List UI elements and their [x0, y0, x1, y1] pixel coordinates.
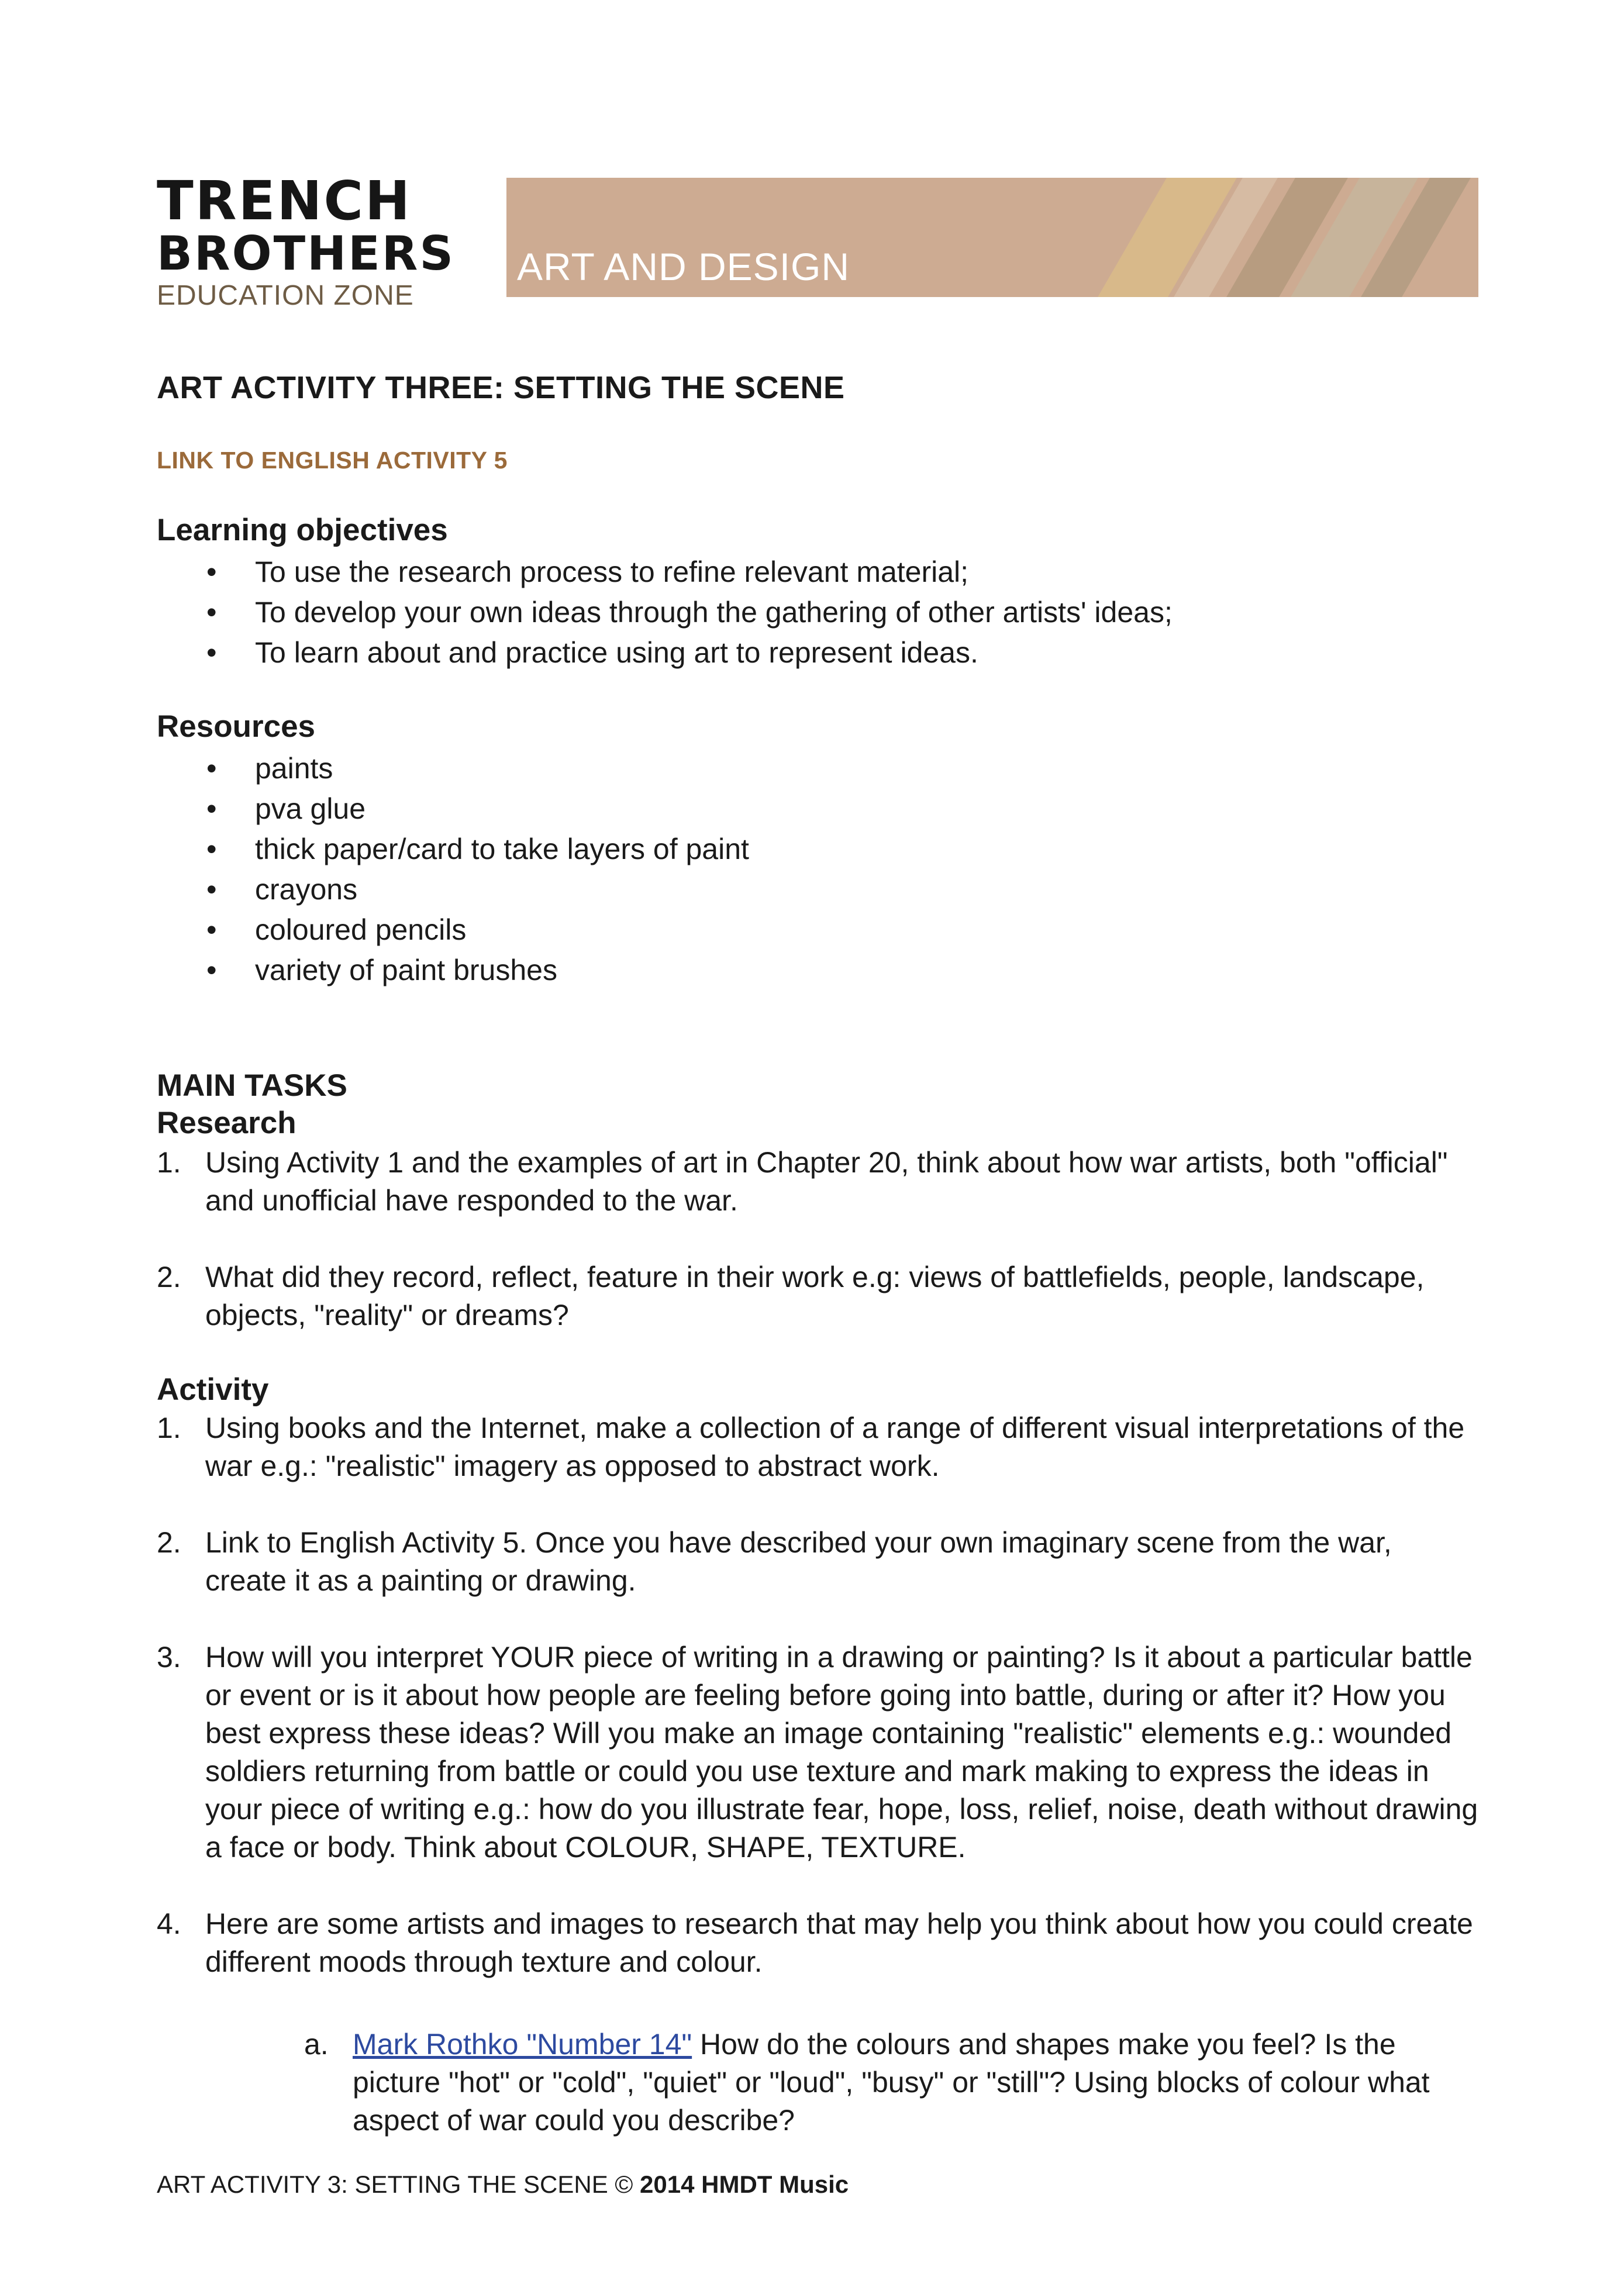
trench-brothers-logo: [157, 170, 455, 311]
bullet-icon: •: [206, 833, 217, 865]
item-text: Link to English Activity 5. Once you have described your own imaginary scene from the war, create it as a painting or drawing.: [205, 1526, 1392, 1597]
page-footer: [157, 2171, 849, 2199]
item-number: 3.: [157, 1641, 181, 1674]
resource-text: thick paper/card to take layers of paint: [255, 833, 749, 865]
resource-text: variety of paint brushes: [255, 954, 557, 986]
list-item: [157, 789, 749, 829]
main-tasks-heading: MAIN TASKS: [157, 1068, 347, 1103]
list-item: [157, 552, 1173, 592]
resource-text: crayons: [255, 873, 358, 906]
header-banner: [506, 178, 1478, 297]
list-item: [157, 592, 1173, 633]
resources-heading: Resources: [157, 709, 316, 744]
list-item: [157, 870, 749, 910]
list-item: [157, 1638, 1478, 1866]
list-item: [157, 950, 749, 991]
resource-text: coloured pencils: [255, 913, 467, 946]
logo-line-2: BROTHERS: [157, 226, 455, 281]
objective-text: To develop your own ideas through the gathering of other artists' ideas;: [255, 596, 1173, 629]
list-item: [157, 748, 749, 789]
item-number: 2.: [157, 1526, 181, 1559]
activity-heading: Activity: [157, 1372, 269, 1407]
list-item: [157, 1144, 1478, 1220]
list-item: [304, 2026, 1480, 2140]
logo-line-3: EDUCATION ZONE: [157, 280, 414, 311]
rothko-link[interactable]: Mark Rothko "Number 14": [353, 2028, 692, 2061]
research-heading: Research: [157, 1106, 296, 1140]
logo-line-1: TRENCH: [157, 170, 412, 232]
objective-text: To use the research process to refine relevant material;: [255, 556, 969, 588]
english-activity-link: LINK TO ENGLISH ACTIVITY 5: [157, 447, 508, 474]
list-item: [157, 1409, 1478, 1485]
list-item: [157, 829, 749, 870]
item-number: 1.: [157, 1412, 181, 1444]
list-item: [157, 1258, 1478, 1334]
item-text: Using books and the Internet, make a collection of a range of different visual interpretations of the war e.g.: "realistic" imagery as opposed to abstract work.: [205, 1412, 1465, 1482]
item-text: How do the colours and shapes make you feel? Is the picture "hot" or "cold", "quiet" or "loud", "busy" or "still"? Using blocks of colour what aspect of war could you describe?: [353, 2028, 1430, 2137]
resources-list: [157, 748, 749, 991]
item-number: 1.: [157, 1146, 181, 1179]
item-text: How will you interpret YOUR piece of writing in a drawing or painting? Is it about a particular battle or event or is it about how people are feeling before going into battle, during or after it? How you best express these ideas? Will you make an image containing "realistic" elements e.g.: wounded soldiers returning from battle or could you use texture and mark making to express the ideas in your piece of writing e.g.: how do you illustrate fear, hope, loss, relief, noise, death without drawing a face or body. Think about COLOUR, SHAPE, TEXTURE.: [205, 1641, 1478, 1864]
list-item: [157, 910, 749, 950]
bullet-icon: •: [206, 596, 217, 629]
objectives-heading: Learning objectives: [157, 513, 448, 547]
bullet-icon: •: [206, 556, 217, 588]
bullet-icon: •: [206, 636, 217, 669]
item-text: What did they record, reflect, feature in their work e.g: views of battlefields, people, landscape, objects, "reality" or dreams?: [205, 1261, 1425, 1331]
footer-copyright: 2014 HMDT Music: [640, 2171, 849, 2198]
artist-list: [304, 2026, 1480, 2140]
list-item: [157, 1524, 1478, 1600]
bullet-icon: •: [206, 873, 217, 906]
objectives-list: [157, 552, 1173, 673]
item-text: Here are some artists and images to research that may help you think about how you could create different moods through texture and colour.: [205, 1907, 1473, 1978]
item-text: Using Activity 1 and the examples of art in Chapter 20, think about how war artists, both "official" and unofficial have responded to the war.: [205, 1146, 1448, 1217]
resource-text: pva glue: [255, 792, 366, 825]
research-list: [157, 1144, 1478, 1334]
bullet-icon: •: [206, 913, 217, 946]
page-title: ART ACTIVITY THREE: SETTING THE SCENE: [157, 370, 845, 405]
item-number: 4.: [157, 1907, 181, 1940]
bullet-icon: •: [206, 752, 217, 785]
resource-text: paints: [255, 752, 333, 785]
banner-title: ART AND DESIGN: [517, 245, 850, 288]
bullet-icon: •: [206, 792, 217, 825]
activity-list: [157, 1409, 1478, 1981]
item-number: 2.: [157, 1261, 181, 1293]
list-item: [157, 1905, 1478, 1981]
bullet-icon: •: [206, 954, 217, 986]
list-item: [157, 633, 1173, 673]
footer-text: ART ACTIVITY 3: SETTING THE SCENE ©: [157, 2171, 640, 2198]
objective-text: To learn about and practice using art to represent ideas.: [255, 636, 978, 669]
item-number: a.: [304, 2028, 329, 2061]
